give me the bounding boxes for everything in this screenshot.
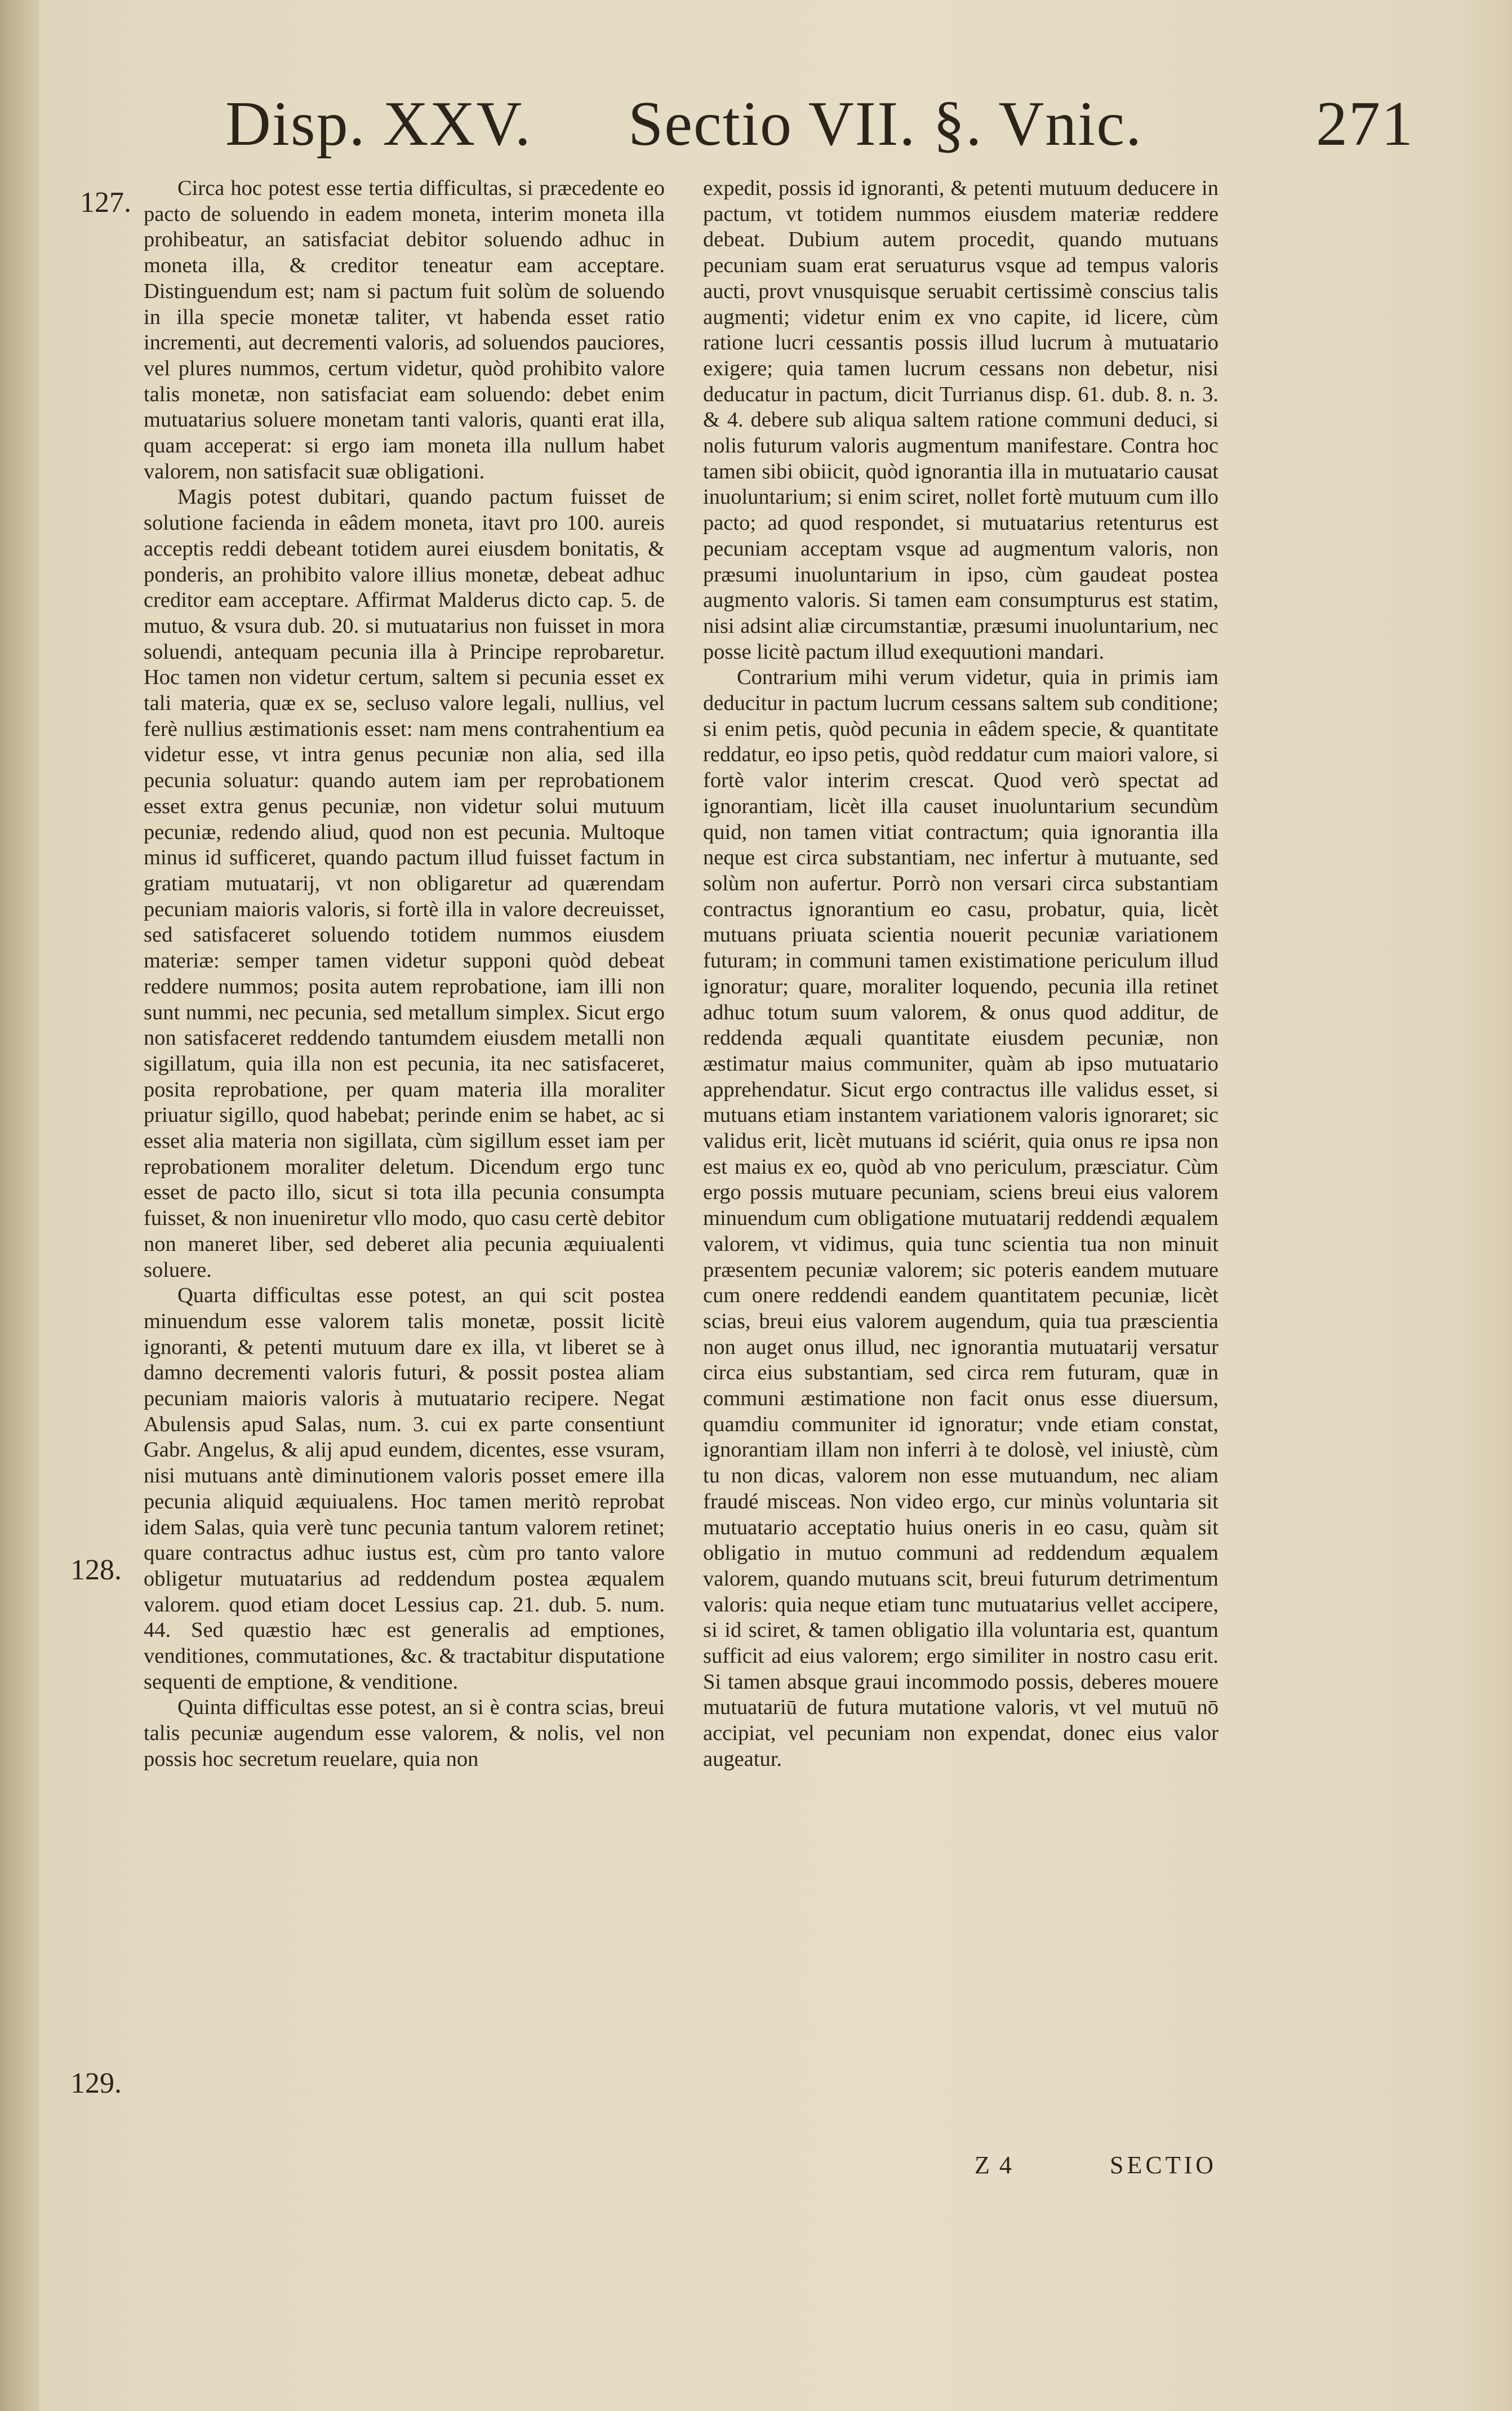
margin-number-128: 128. bbox=[70, 1554, 122, 1586]
margin-number-129: 129. bbox=[70, 2067, 122, 2099]
page-number: 271 bbox=[1316, 89, 1414, 159]
page-footer bbox=[958, 2150, 1217, 2183]
running-header bbox=[0, 85, 1512, 169]
right-column bbox=[703, 176, 1219, 1773]
margin-number-127: 127. bbox=[80, 187, 131, 219]
signature-mark: Z 4 bbox=[975, 2151, 1013, 2179]
paragraph-128: Quarta difficultas esse potest, an qui scit postea minuendum esse valorem talis monetæ, possit licitè ignoranti, & petenti mutuum dare ex illa, vt liberet se à damno decrementi valoris futuri, & possit postea aliam pecuniam maioris valoris à mutuatario recipere. Negat Abulensis apud Salas, num. 3. cui ex parte consentiunt Gabr. Angelus, & alij apud eundem, dicentes, esse vsuram, nisi mutuans antè diminutionem valoris posset emere illa pecunia aliquid æquiualens. Hoc tamen meritò reprobat idem Salas, quia verè tunc pecunia tantum valorem retinet; quare contractus adhuc iustus est, cùm pro tanto valore obligetur mutuatarius ad reddendum postea æqualem valorem. quod etiam docet Lessius cap. 21. dub. 5. num. 44. Sed quæstio hæc est generalis ad emptiones, venditiones, commutationes, &c. & tractabitur disputatione sequenti de emptione, & venditione. bbox=[144, 1284, 665, 1694]
header-disputation: Disp. XXV. bbox=[225, 89, 532, 159]
paragraph-127-continued: Magis potest dubitari, quando pactum fuisset de solutione facienda in eâdem moneta, itavt pro 100. aureis acceptis reddi debeant totidem aurei eiusdem bonitatis, & ponderis, an prohibito valore illius monetæ, debeat adhuc creditor eam acceptare. Affirmat Malderus dicto cap. 5. de mutuo, & vsura dub. 20. si mutuatarius non fuisset in mora soluendi, antequam pecunia illa à Principe reprobaretur. Hoc tamen non videtur certum, saltem si pecunia esset ex tali materia, quæ ex se, secluso valore legali, nullius, vel ferè nullius æstimationis esset: nam mens contrahentium ea videtur esse, vt intra genus pecuniæ non alia, sed illa pecunia soluatur: quando autem iam per reprobationem esset extra genus pecuniæ, non videtur solui mutuum pecuniæ, redendo aliud, quod non est pecunia. Multoque minus id sufficeret, quando pactum illud fuisset factum in gratiam mutuatarij, vt non obligaretur ad quærendam pecuniam maioris valoris, si fortè illa in valore decreuisset, sed satisfaceret soluendo totidem nummos eiusdem materiæ: semper tamen videtur supponi quòd debeat reddere nummos; posita autem reprobatione, iam illi non sunt nummi, nec pecunia, sed metallum simplex. Sicut ergo non satisfaceret reddendo tantumdem eiusdem metalli non sigillatum, quia illa non est pecunia, ita nec satisfaceret, posita reprobatione, per quam materia illa moraliter priuatur sigillo, quod habebat; perinde enim se habet, ac si esset alia materia non sigillata, cùm sigillum esset iam per reprobationem moraliter deletum. Dicendum ergo tunc esset de pacto illo, sicut si tota illa pecunia consumpta fuisset, & non inueniretur vllo modo, quo casu certè debitor non maneret liber, sed deberet alia pecunia æquiualenti soluere. bbox=[144, 485, 665, 1282]
paragraph-129-continued: expedit, possis id ignoranti, & petenti mutuum deducere in pactum, vt totidem nummos eiusdem materiæ reddere debeat. Dubium autem procedit, quando mutuans pecuniam suam erat seruaturus vsque ad tempus valoris aucti, provt vnusquisque seruabit certissimè conscius talis augmenti; videtur enim ex vno capite, id licere, cùm ratione lucri cessantis possis illud lucrum à mutuatario exigere; quia tamen lucrum cessans non debetur, nisi deducatur in pactum, dicit Turrianus disp. 61. dub. 8. n. 3. & 4. debere sub aliqua saltem ratione communi deduci, si nolis futurum valoris augmentum manifestare. Contra hoc tamen sibi obiicit, quòd ignorantia illa in mutuatario causat inuoluntarium; si enim sciret, nollet fortè mutuum cum illo pacto; ad quod respondet, si mutuatarius retenturus est pecuniam acceptam vsque ad augmentum valoris, non præsumi inuoluntarium in ipso, cùm gaudeat postea augmento valoris. Si tamen eam consumpturus est statim, nisi adsint aliæ circumstantiæ, præsumi inuoluntarium, nec posse licitè pactum illud exequutioni mandari. bbox=[703, 176, 1219, 664]
binding-edge bbox=[0, 0, 39, 2411]
catchword: SECTIO bbox=[1110, 2151, 1217, 2179]
paragraph-contrarium: Contrarium mihi verum videtur, quia in primis iam deducitur in pactum lucrum cessans saltem sub conditione; si enim petis, quòd pecunia in eâdem specie, & quantitate reddatur, eo ipso petis, quòd reddatur cum maiori valore, si fortè valor interim crescat. Quod verò spectat ad ignorantiam, licèt illa causet inuoluntarium secundùm quid, non tamen vitiat contractum; quia ignorantia illa neque est circa substantiam, nec infertur à mutuante, sed solùm non aufertur. Porrò non versari circa substantiam contractus ignorantium eo casu, probatur, quia, licèt mutuans priuata scientia nouerit pecuniæ variationem futuram; in communi tamen existimatione periculum illud ignoratur; quare, moraliter loquendo, pecunia illa retinet adhuc totum suum valorem, & onus quod additur, de reddenda æquali quantitate eiusdem pecuniæ, non æstimatur maius communiter, quàm ab ipso mutuatario apprehendatur. Sicut ergo contractus ille validus esset, si mutuans etiam instantem variationem valoris ignoraret; sic validus erit, licèt mutuans id sciérit, quia onus re ipsa non est maius ex eo, quòd ab vno periculum, præsciatur. Cùm ergo possis mutuare pecuniam, sciens breui eius valorem minuendum cum obligatione mutuatarij reddendi æqualem valorem, vt vidimus, quia tunc scientia tua non minuit præsentem pecuniæ valorem; sic poteris eandem mutuare cum onere reddendi eandem quantitatem pecuniæ, licèt scias, breui eius valorem augendum, quia tua præscientia non auget onus illud, nec ignorantia mutuatarij versatur circa eius substantiam, sed circa rem futuram, quæ in communi æstimatione non facit onus esse diuersum, quamdiu communiter id ignoratur; vnde etiam constat, ignorantiam illam non inferri à te dolosè, vel iniustè, cùm tu non dicas, valorem non esse mutuandum, nec aliam fraudé misceas. Non video ergo, cur minùs voluntaria sit mutuatario acceptatio huius oneris in eo casu, quàm sit obligatio in mutuo communi ad reddendum æqualem valorem, quando mutuans scit, breui futurum detrimentum valoris: quia neque etiam tunc mutuatarius vellet accipere, si id sciret, & tamen obligatio illa voluntaria est, quantum sufficit ad eius valorem; ergo similiter in nostro casu erit. Si tamen absque graui incommodo possis, deberes mouere mutuatariū de futura mutatione valoris, vt vel mutuū nō accipiat, vel pecuniam non expendat, donec eius valor augeatur. bbox=[703, 665, 1219, 1771]
paragraph-127: Circa hoc potest esse tertia difficultas, si præcedente eo pacto de soluendo in eadem moneta, interim moneta illa prohibeatur, an satisfaciat debitor soluendo adhuc in moneta illa, & creditor teneatur eam acceptare. Distinguendum est; nam si pactum fuit solùm de soluendo in illa specie monetæ taliter, vt habenda esset ratio incrementi, aut decrementi valoris, ad soluendos pauciores, vel plures nummos, certum videtur, quòd prohibito valore talis monetæ, non satisfaciat eam soluendo: debet enim mutuatarius soluere monetam tanti valoris, quanti erat illa, quam acceperat: si ergo iam moneta illa nullum habet valorem, non satisfacit suæ obligationi. bbox=[144, 176, 665, 483]
left-column bbox=[144, 176, 665, 1773]
header-section: Sectio VII. §. Vnic. bbox=[628, 89, 1143, 159]
paragraph-129: Quinta difficultas esse potest, an si è contra scias, breui talis pecuniæ augendum esse valorem, & nolis, vel non possis hoc secretum reuelare, quia non bbox=[144, 1695, 665, 1771]
